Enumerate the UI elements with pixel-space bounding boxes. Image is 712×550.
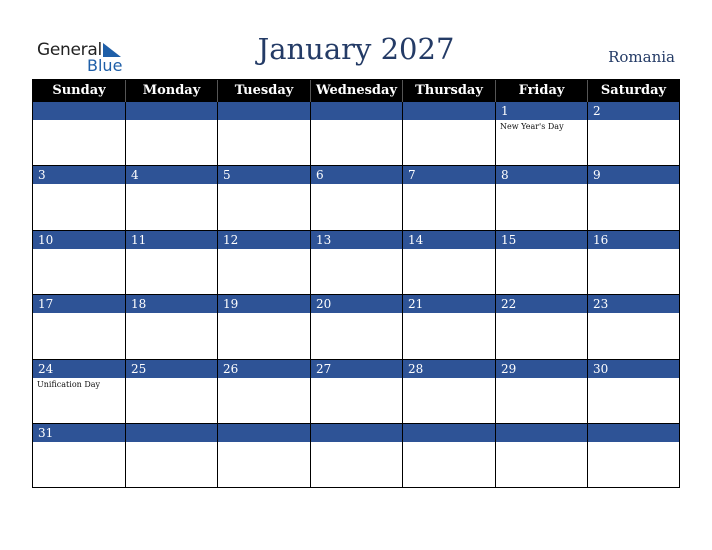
day-cell[interactable] [496, 166, 588, 230]
day-cell[interactable] [33, 166, 126, 230]
day-cell[interactable] [33, 231, 126, 295]
week-divider [33, 423, 679, 424]
day-cell[interactable] [33, 424, 126, 488]
day-cell[interactable] [403, 231, 496, 295]
day-cell[interactable] [496, 102, 588, 166]
day-cell[interactable] [218, 360, 311, 424]
page-title: January 2027 [257, 32, 455, 66]
day-cell[interactable] [403, 424, 496, 488]
day-cell[interactable] [588, 424, 679, 488]
day-number: 11 [131, 232, 147, 247]
day-number: 20 [316, 297, 332, 312]
day-number: 25 [131, 361, 147, 376]
week-row [33, 166, 679, 230]
weekday-sunday: Sunday [33, 80, 126, 102]
day-number: 4 [131, 168, 139, 183]
day-number: 16 [593, 232, 609, 247]
day-cell[interactable] [403, 166, 496, 230]
day-number: 27 [316, 361, 332, 376]
week-row [33, 360, 679, 424]
week-row [33, 295, 679, 359]
weekday-saturday: Saturday [600, 83, 667, 98]
week-row [33, 231, 679, 295]
week-divider [33, 294, 679, 295]
day-cell[interactable] [126, 166, 218, 230]
day-cell[interactable] [588, 166, 679, 230]
day-cell[interactable] [126, 231, 218, 295]
day-cell[interactable] [33, 102, 126, 166]
day-cell[interactable] [33, 295, 126, 359]
day-number: 30 [593, 361, 609, 376]
week-row [33, 102, 679, 166]
day-cell[interactable] [588, 295, 679, 359]
day-cell[interactable] [218, 102, 311, 166]
weekday-header [33, 80, 679, 102]
day-cell[interactable] [403, 360, 496, 424]
day-number: 29 [501, 361, 517, 376]
day-number: 23 [593, 297, 609, 312]
weekday-tuesday: Tuesday [218, 80, 311, 102]
day-cell[interactable] [588, 102, 679, 166]
week-divider [33, 359, 679, 360]
weekday-wednesday: Wednesday [311, 80, 403, 102]
day-number: 22 [501, 297, 517, 312]
day-number: 5 [223, 168, 231, 183]
weekday-monday: Monday [126, 80, 218, 102]
day-number: 13 [316, 232, 332, 247]
day-number: 19 [223, 297, 239, 312]
day-cell[interactable] [403, 102, 496, 166]
day-cell[interactable] [588, 360, 679, 424]
day-cell[interactable] [496, 231, 588, 295]
week-divider [33, 165, 679, 166]
day-cell[interactable] [126, 295, 218, 359]
day-number: 24 [38, 361, 54, 376]
day-number: 6 [316, 168, 324, 183]
day-number: 26 [223, 361, 239, 376]
day-cell[interactable] [311, 424, 403, 488]
day-number: 15 [501, 232, 517, 247]
day-cell[interactable] [218, 424, 311, 488]
day-cell[interactable] [33, 360, 126, 424]
day-cell[interactable] [311, 295, 403, 359]
day-cell[interactable] [496, 424, 588, 488]
day-number: 28 [408, 361, 424, 376]
day-cell[interactable] [588, 231, 679, 295]
weekday-friday: Friday [496, 80, 588, 102]
week-row [33, 424, 679, 488]
logo-general-text: General [37, 40, 102, 60]
day-cell[interactable] [126, 424, 218, 488]
day-number: 7 [408, 168, 416, 183]
logo-blue-text: Blue [87, 56, 123, 75]
day-cell[interactable] [403, 295, 496, 359]
day-cell[interactable] [218, 231, 311, 295]
day-number: 21 [408, 297, 424, 312]
country-label: Romania [608, 48, 675, 66]
holiday-label: Unification Day [37, 379, 101, 389]
day-number: 3 [38, 168, 46, 183]
weekday-thursday: Thursday [403, 80, 496, 102]
day-cell[interactable] [311, 166, 403, 230]
day-number: 8 [501, 168, 509, 183]
day-cell[interactable] [218, 166, 311, 230]
week-divider [33, 230, 679, 231]
day-cell[interactable] [311, 231, 403, 295]
day-number: 14 [408, 232, 424, 247]
day-cell[interactable] [311, 360, 403, 424]
day-number: 31 [38, 426, 54, 440]
day-number: 9 [593, 168, 601, 183]
day-number: 12 [223, 232, 239, 247]
day-cell[interactable] [311, 102, 403, 166]
day-number: 17 [38, 297, 54, 312]
day-number: 10 [38, 232, 54, 247]
day-cell[interactable] [218, 295, 311, 359]
day-cell[interactable] [126, 360, 218, 424]
day-number: 18 [131, 297, 147, 312]
calendar-grid [32, 79, 680, 488]
day-cell[interactable] [496, 295, 588, 359]
day-number: 2 [593, 104, 601, 118]
day-cell[interactable] [496, 360, 588, 424]
holiday-label: New Year's Day [500, 122, 564, 131]
day-cell[interactable] [126, 102, 218, 166]
day-number: 1 [501, 104, 509, 118]
